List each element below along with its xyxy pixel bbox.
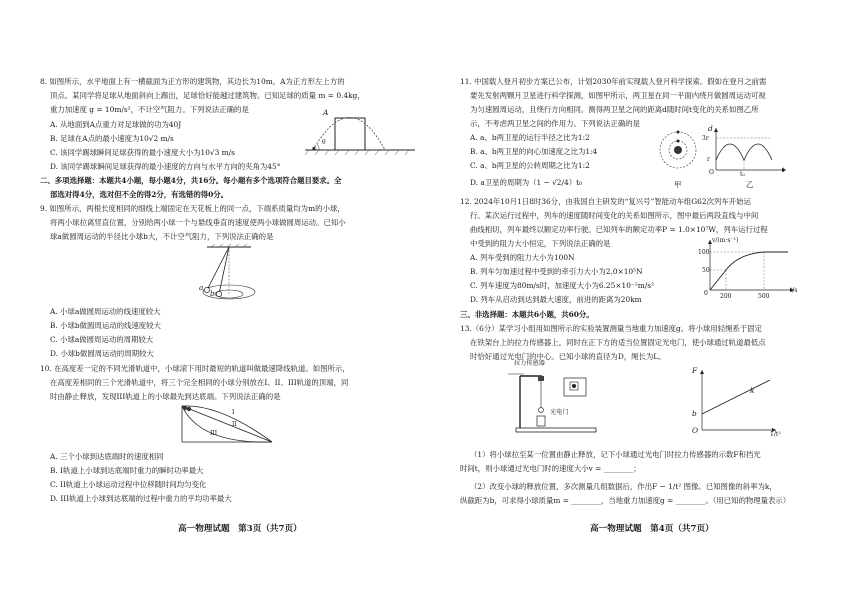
q12-option-d: D. 列车从启动到达到最大速度，前进的距离为20km bbox=[470, 295, 642, 304]
q11-option-b: B. a、b两卫星的向心加速度之比为1:4 bbox=[470, 147, 598, 156]
q12-graph-t-axis-label: t/s bbox=[790, 287, 798, 294]
q13-graph-x-label: 1/t² bbox=[770, 431, 781, 438]
q11-option-c: C. a、b两卫星的公转周期之比为1:2 bbox=[470, 161, 590, 170]
page3-footer: 高一物理试题 第3页（共7页） bbox=[178, 524, 302, 534]
q12-stem-line3: 曲线相切，列车最终以额定功率行驶。已知列车的额定功率P = 1.0×10⁷W，列车运行过程 bbox=[470, 225, 768, 234]
q10-figure-track-3: III bbox=[210, 430, 218, 437]
q8-stem-line1: 8. 如图所示，水平地面上有一横截面为正方形的建筑物，其边长为10m，A为正方形左上方的 bbox=[40, 77, 345, 86]
q10-figure-track-1: I bbox=[232, 409, 235, 416]
q13-figure-sensor-label: 拉力传感器 bbox=[514, 360, 545, 367]
q12-graph-tick-100: 100 bbox=[698, 249, 710, 256]
page4-footer: 高一物理试题 第4页（共7页） bbox=[590, 524, 714, 534]
q9-stem-line3: 球a做圆周运动的半径比小球b大，不计空气阻力，下列说法正确的是 bbox=[50, 232, 274, 241]
q9-option-c: C. 小球a做圆周运动的周期较大 bbox=[50, 335, 154, 344]
q8-option-d: D. 该同学踢球瞬间足球获得的最小速度的方向与水平方向的夹角为45° bbox=[50, 162, 281, 171]
q12-stem-line2: 行。某次运行过程中，列车的速度随时间变化的关系如图所示，图中最后两段直线与中间 bbox=[470, 211, 759, 220]
q13-part2-line1: （2）改变小球的释放位置，多次测量几组数据后，作出F − 1/t² 图像。已知图像的斜率为k， bbox=[470, 482, 777, 491]
q8-figure-angle-label: θ bbox=[322, 139, 326, 146]
q10-stem-line3: 时由静止释放，发现III轨道上的小球最先到达底端。下列说法正确的是 bbox=[50, 392, 281, 401]
q13-f-graph bbox=[690, 368, 780, 438]
q11-orbit-figure-jia bbox=[656, 128, 700, 172]
q11-graph-r-label: r bbox=[707, 156, 710, 163]
q11-figure-yi-caption: 乙 bbox=[746, 180, 754, 189]
q11-stem-line1: 11. 中国载人登月初步方案已公布，计划2030年前实现载人登月科学探索。假如在登月之前需 bbox=[460, 77, 767, 86]
q11-graph-t0-label: t₀ bbox=[740, 171, 745, 178]
q9-stem-line2: 将两小球拉离竖直位置，分别给两小球一个与悬线垂直的速度使两小球做圆周运动。已知小 bbox=[50, 218, 346, 227]
q9-option-a: A. 小球a做圆周运动的线速度较大 bbox=[50, 307, 161, 316]
q10-stem-line1: 10. 在高度差一定的不同光滑轨道中，小球滚下用时最短的轨道叫做最速降线轨道。如图所示， bbox=[40, 364, 350, 373]
q11-distance-graph-yi bbox=[708, 126, 788, 176]
q11-option-a: A. a、b两卫星的运行半径之比为1:2 bbox=[470, 133, 590, 142]
q13-graph-slope-k: k bbox=[750, 386, 755, 395]
q13-part1-line1: （1）将小球拉至某一位置由静止释放，记下小球通过光电门时拉力传感器的示数F和挡光 bbox=[470, 450, 761, 459]
q9-option-b: B. 小球b做圆周运动的线速度较大 bbox=[50, 321, 161, 330]
q13-part2-line2: 纵截距为b，可求得小球质量m = ________，当地重力加速度g = ________。（用已知的物理量表示） bbox=[460, 496, 791, 505]
q8-option-c: C. 该同学踢球瞬间足球获得的最小速度大小为10√3 m/s bbox=[50, 148, 235, 157]
q13-stem-line3: 时恰好通过光电门的中心。已知小球的直径为D，绳长为L。 bbox=[470, 352, 666, 361]
q11-graph-origin: O bbox=[709, 169, 714, 176]
section2-heading-line1: 二、多项选择题：本题共4小题，每小题4分，共16分。每小题有多个选项符合题目要求。全 bbox=[40, 176, 342, 185]
q12-option-a: A. 列车受到的阻力大小为100N bbox=[470, 253, 575, 262]
q12-graph-tick-500: 500 bbox=[758, 293, 770, 300]
q10-tracks-figure bbox=[180, 402, 276, 446]
q8-option-b: B. 足球在A点的最小速度为10√2 m/s bbox=[50, 134, 174, 143]
q12-stem-line4: 中受到的阻力大小恒定，下列说法正确的是 bbox=[470, 239, 611, 248]
q13-stem-line2: 在铁架台上的拉力传感器上，同时在正下方的适当位置固定光电门，使小球通过轨道最低点 bbox=[470, 338, 766, 347]
q11-option-d: D. a卫星的周期为（1 − √2/4）t₀ bbox=[470, 178, 583, 187]
q13-figure-gate-label: 光电门 bbox=[550, 409, 569, 416]
q11-stem-line2: 要先发射两颗月卫星进行科学探测，如图甲所示，两卫星在同一平面内绕月做圆周运动可视 bbox=[470, 91, 766, 100]
q8-building-figure bbox=[305, 110, 415, 160]
q8-stem-line2: 顶点。某同学将足球从地面斜向上踢出，足球恰好能越过建筑物。已知足球的质量 m = 0.4kg， bbox=[50, 91, 365, 100]
q9-stem-line1: 9. 如图所示，两根长度相同的细线上端固定在天花板上的同一点，下端系质量均为m的小球， bbox=[40, 204, 345, 213]
q12-graph-v-axis-label: v/(m·s⁻¹) bbox=[712, 237, 739, 244]
q13-graph-f-label: F bbox=[692, 366, 698, 375]
q10-stem-line2: 在高度差相同的三个光滑轨道中，将三个完全相同的小球分别放在I、II、III轨道的顶端，同 bbox=[50, 378, 349, 387]
q13-apparatus-figure bbox=[500, 368, 610, 434]
q9-option-d: D. 小球b做圆周运动的周期较大 bbox=[50, 349, 154, 358]
q8-stem-line3: 重力加速度 g = 10m/s²，不计空气阻力。下列说法正确的是 bbox=[50, 105, 249, 114]
q10-figure-track-2: II bbox=[232, 421, 237, 428]
q9-conical-pendulum-figure bbox=[185, 244, 275, 308]
q12-graph-tick-200: 200 bbox=[720, 293, 732, 300]
section3-heading: 三、非选择题：本题共6小题，共60分。 bbox=[460, 310, 594, 319]
q12-velocity-time-graph bbox=[698, 238, 798, 298]
q13-graph-origin: O bbox=[692, 426, 699, 435]
q11-figure-jia-caption: 甲 bbox=[674, 180, 682, 189]
q10-option-d: D. III轨道上小球到达底端的过程中重力的平均功率最大 bbox=[50, 494, 232, 503]
q11-graph-3r-label: 3r bbox=[702, 135, 709, 142]
q10-option-a: A. 三个小球到达底端时的速度相同 bbox=[50, 452, 164, 461]
q13-part1-line2: 时间t，则小球通过光电门时的速度大小v = ________； bbox=[460, 464, 641, 473]
q13-graph-intercept-b: b bbox=[692, 409, 697, 418]
q9-figure-ball-a: a bbox=[199, 283, 204, 292]
q12-graph-origin: 0 bbox=[704, 290, 708, 297]
q10-option-b: B. I轨道上小球到达底端时重力的瞬时功率最大 bbox=[50, 466, 204, 475]
q8-figure-point-a: A bbox=[323, 108, 329, 117]
q12-option-b: B. 列车匀加速过程中受到的牵引力大小为2.0×10⁵N bbox=[470, 267, 643, 276]
q11-stem-line4: 示，不考虑两卫星之间的作用力。下列说法正确的是 bbox=[470, 119, 640, 128]
q11-graph-t-label: t bbox=[782, 167, 785, 174]
q9-figure-ball-b: b bbox=[210, 289, 215, 298]
q10-option-c: C. II轨道上小球运动过程中位移随时间均匀变化 bbox=[50, 480, 207, 489]
page-4 bbox=[430, 0, 860, 609]
q12-option-c: C. 列车速度为80m/s时，加速度大小为6.25×10⁻²m/s² bbox=[470, 281, 655, 290]
q12-graph-tick-50: 50 bbox=[702, 267, 710, 274]
q8-option-a: A. 从地面到A点重力对足球做的功为40J bbox=[50, 120, 182, 129]
q11-graph-d-label: d bbox=[708, 124, 713, 133]
q13-stem-line1: 13.（6分）某学习小组用如图所示的实验装置测量当地重力加速度g。将小球用轻绳系于固定 bbox=[460, 324, 763, 333]
section2-heading-line2: 部选对得4分，选对但不全的得2分，有选错的得0分。 bbox=[50, 190, 229, 199]
q12-stem-line1: 12. 2024年10月1日8时36分，由我国自主研发的“复兴号”智能动车组G62次列车开始运 bbox=[460, 197, 751, 206]
q11-stem-line3: 为匀速圆周运动，且绕行方向相同。测得两卫星之间的距离d随时间t变化的关系如图乙所 bbox=[470, 105, 759, 114]
